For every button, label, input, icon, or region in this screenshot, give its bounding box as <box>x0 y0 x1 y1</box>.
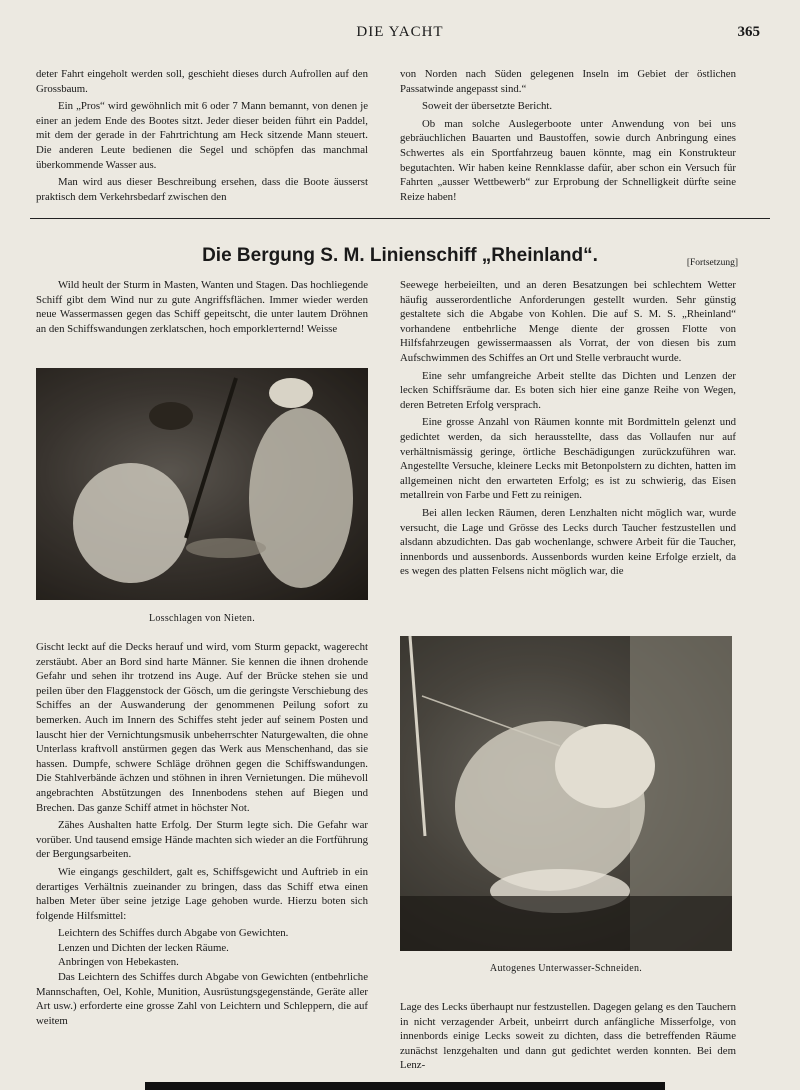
photo-riveting <box>36 368 368 600</box>
page-bottom-bar <box>145 1082 665 1090</box>
article-paragraph: Wild heult der Sturm in Masten, Wanten und Stagen. Das hochliegende Schiff gibt dem Wind nur zu gute Angriffsflächen. Immer wieder werden neue Wassermassen gegen das Schiff gepeitscht, die unter lautem Dröhnen an den Schiffswandungen zerklatschen, hoch emporklетternd! Weisse <box>36 279 368 335</box>
intro-paragraph: Ein „Pros“ wird gewöhnlich mit 6 oder 7 Mann bemannt, von denen je einer an jedem Ende des Bootes sitzt. Jeder dieser beiden führt ein Paddel, mit dem der gerade in der Fahrtrichtung am Heck sitzende Mann steuert. Die anderen Leute bedienen die Segel und schöpfen das manchmal überkommende Wasser aus. <box>36 100 368 171</box>
intro-paragraph: deter Fahrt eingeholt werden soll, geschieht dieses durch Aufrollen auf den Grossbaum. <box>36 68 368 95</box>
article-right-top <box>400 278 736 582</box>
article-paragraph: Das Leichtern des Schiffes durch Abgabe von Gewichten (entbehrliche Mannschaften, Oel, Kohle, Munition, Ausrüstungsgegenstände, Geräte aller Art usw.) erforderte eine grosse Zahl von Leichtern und Schleppern, die auf weitem <box>36 971 368 1027</box>
photo-underwater-cutting <box>400 636 732 951</box>
article-left-bottom <box>36 640 368 1031</box>
article-left-top <box>36 278 368 339</box>
article-paragraph: Eine grosse Anzahl von Räumen konnte mit Bordmitteln gelenzt und gedichtet werden, da sich herausstellte, dass das Vollaufen nur auf verhältnismässig geringe, örtliche Beschädigungen zurückzuführen war. Angestellte Versuche, kleinere Lecks mit Betonpolstern zu dichten, hatten im allgemeinen nicht den erwarteten Erfolg; es ist zu schwierig, das Eisen metallrein von Farbe und Fett zu reinigen. <box>400 416 736 502</box>
continued-note: [Fortsetzung] <box>686 258 738 268</box>
photo-caption: Losschlagen von Nieten. <box>148 613 256 624</box>
article-right-bottom <box>400 1000 736 1076</box>
article-paragraph: Seewege herbeieilten, und an deren Besatzungen bei schlechtem Wetter häufig ausserordentliche Anforderungen gestellt wurden. Sehr günstig gestaltete sich die Abgabe von Kohlen. Die auf S. M. S. „Rheinland“ vorhandene entbehrliche Menge diente der grossen Flotte von Hilfsfahrzeugen gewissermaassen als Vorrat, der von diesen bis zum Aufschwimmen des Schiffes an Ort und Stelle verbraucht wurde. <box>400 279 736 364</box>
list-item: Lenzen und Dichten der lecken Räume. <box>58 941 229 954</box>
section-divider <box>30 218 770 219</box>
riveting-photo-illustration <box>36 368 368 600</box>
underwater-cutting-photo-illustration <box>400 636 732 951</box>
article-headline: Die Bergung S. M. Linienschiff „Rheinland“. <box>202 245 598 266</box>
article-paragraph: Lage des Lecks überhaupt nur festzustellen. Dagegen gelang es den Tauchern in nicht verzagender Arbeit, unbeirrt durch anfängliche Misserfolge, von innenbords einige Lecks soweit zu dichten, dass die betreffenden Räume zunächst lenzgehalten und dann gut gedichtet werden konnten. Bei dem Lenz- <box>400 1001 736 1072</box>
intro-paragraph: Man wird aus dieser Beschreibung ersehen, dass die Boote äusserst praktisch dem Verkehrsbedarf zwischen den <box>36 176 368 203</box>
intro-paragraph: von Norden nach Süden gelegenen Inseln im Gebiet der östlichen Passatwinde angepasst sind.“ <box>400 68 736 95</box>
list-item: Anbringen von Hebekasten. <box>58 956 179 969</box>
article-paragraph: Gischt leckt auf die Decks herauf und wird, vom Sturm gepackt, wagerecht zerstäubt. Aber an Bord sind harte Männer. Sie kennen die ihnen drohende Gefahr und sehen ihr trotzend ins Auge. Auf der Brücke stehen sie und peilen über den Flaggenstock der Gösch, um die geringste Verschiebung des Schiffes an der Auswanderung der genommenen Peilung sofort zu bemerken. Auch im Innern des Schiffes steht jeder auf seinem Posten und lauscht hier der Vernichtungsmusik unbeherrschter Naturgewalten, die ohne Unterlass kraftvoll anstürmen gegen das Werk aus Menschenhand, das sie hassen. Dumpfe, schwere Schläge dröhnen gegen die Schiffswandungen. Die Stahlverbände ächzen und stöhnen in ihren Vernietungen. Die mühevoll angebrachten Abstützungen des Innenbodens stehen auf Biegen und Brechen. Das ganze Schiff atmet in höchster Not. <box>36 641 368 814</box>
article-paragraph: Wie eingangs geschildert, galt es, Schiffsgewicht und Auftrieb in ein derartiges Verhältnis zueinander zu bringen, dass das Schiff etwa einen halben Meter über seine jetzige Lage gehoben wurde. Hierzu boten sich folgende Hilfsmittel: <box>36 865 368 922</box>
intro-right-column <box>400 67 736 207</box>
running-header: DIE YACHT <box>356 24 444 40</box>
photo-caption: Autogenes Unterwasser-Schneiden. <box>489 963 643 974</box>
intro-left-column <box>36 67 368 207</box>
page-number: 365 <box>737 24 760 40</box>
intro-paragraph: Soweit der übersetzte Bericht. <box>422 100 553 113</box>
list-item: Leichtern des Schiffes durch Abgabe von Gewichten. <box>58 927 289 940</box>
article-paragraph: Eine sehr umfangreiche Arbeit stellte das Dichten und Lenzen der lecken Schiffsräume dar. Es boten sich hier eine ganze Reihe von Wegen, deren Betreten Erfolg versprach. <box>400 369 736 411</box>
intro-paragraph: Ob man solche Auslegerboote unter Anwendung von bei uns gebräuchlichen Bauarten und Baustoffen, sowie durch Anbringung eines Schwertes als ein Sportfahrzeug bauen könnte, mag ein Konstrukteur begutachten. Wir haben keine Rennklasse dafür, aber schon ein Versuch für Fahrten „ausser Wettbewerb“ zur Erprobung der Schnelligkeit dürfte seine Reize haben! <box>400 117 736 203</box>
article-paragraph: Bei allen lecken Räumen, deren Lenzhalten nicht möglich war, wurde versucht, die Lage und Grösse des Lecks durch Taucher festzustellen und alsdann abzudichten. Das gab wochenlange, schwere Arbeit für die Taucher, innenbords und aussenbords. Aussenbords wurden keine Erfolge erzielt, da es wegen des platten Felsens nicht möglich war, die <box>400 506 736 578</box>
article-paragraph: Zähes Aushalten hatte Erfolg. Der Sturm legte sich. Die Gefahr war vorüber. Und tausend emsige Hände machten sich wieder an die Fortführung der Bergungsarbeiten. <box>36 819 368 861</box>
